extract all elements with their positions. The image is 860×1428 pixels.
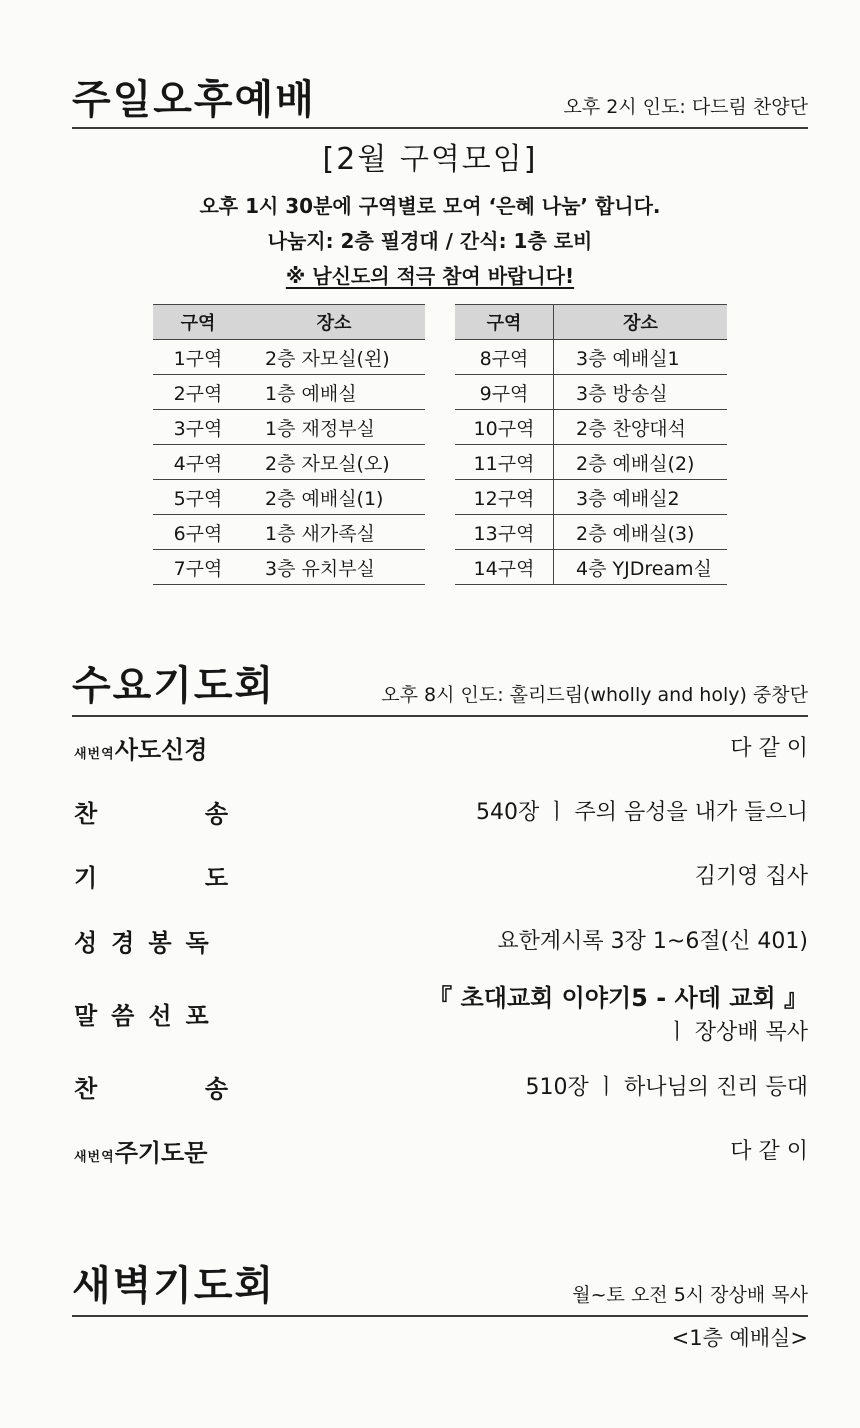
dawn-location: <1층 예배실>: [671, 1326, 808, 1350]
sunday-divider: [72, 127, 808, 129]
table-row: [153, 410, 425, 445]
order-hymn1-value: 540장 ㅣ 주의 음성을 내가 들으니: [476, 800, 808, 825]
zone-cell: 13구역: [455, 515, 554, 550]
table-row: [455, 515, 727, 550]
place-cell: 2층 예배실(3): [554, 515, 728, 550]
lords-prayer-label: 주기도문: [114, 1139, 208, 1167]
table-row: [153, 480, 425, 515]
place-cell: 3층 방송실: [554, 375, 728, 410]
table-row: [455, 340, 727, 375]
header-place: 장소: [554, 305, 728, 340]
table-row: [153, 550, 425, 585]
order-creed-value: 다 같 이: [730, 736, 808, 761]
zone-cell: 5구역: [153, 480, 243, 515]
table-row: [455, 445, 727, 480]
place-cell: 2층 예배실(1): [243, 480, 425, 515]
place-cell: 2층 찬양대석: [554, 410, 728, 445]
notice-line-1: 오후 1시 30분에 구역별로 모여 ‘은혜 나눔’ 합니다.: [199, 194, 661, 218]
place-cell: 4층 YJDream실: [554, 550, 728, 585]
zone-cell: 10구역: [455, 410, 554, 445]
dawn-section-subtitle: 월~토 오전 5시 장상배 목사: [572, 1284, 808, 1306]
place-cell: 2층 예배실(2): [554, 445, 728, 480]
place-cell: 3층 예배실2: [554, 480, 728, 515]
header-zone: 구역: [455, 305, 554, 340]
notice-heading: [2월 구역모임]: [322, 142, 538, 177]
hymn-label-a: 찬: [74, 800, 98, 828]
table-row: [153, 375, 425, 410]
creed-label: 사도신경: [114, 736, 208, 764]
zone-table-left: [153, 304, 425, 585]
place-cell: 1층 재정부실: [243, 410, 425, 445]
place-cell: 1층 새가족실: [243, 515, 425, 550]
notice-line-3: ※ 남신도의 적극 참여 바랍니다!: [285, 264, 575, 288]
prayer-label-b: 도: [204, 864, 228, 892]
order-reading-label: 성경봉독: [74, 929, 223, 957]
prayer-label-a: 기: [74, 864, 98, 892]
table-row: [153, 340, 425, 375]
zone-cell: 6구역: [153, 515, 243, 550]
order-reading-value: 요한계시록 3장 1~6절(신 401): [497, 929, 808, 954]
sunday-section-title: 주일오후예배: [72, 77, 316, 123]
wednesday-section-subtitle: 오후 8시 인도: 홀리드림(wholly and holy) 중창단: [381, 684, 808, 706]
zone-table-header: [153, 305, 425, 340]
order-hymn2-value: 510장 ㅣ 하나님의 진리 등대: [525, 1075, 808, 1100]
sermon-preacher: ㅣ 장상배 목사: [666, 1020, 808, 1045]
order-lords-prayer-value: 다 같 이: [730, 1139, 808, 1164]
notice-line-2: 나눔지: 2층 필경대 / 간식: 1층 로비: [267, 229, 593, 253]
sunday-section-subtitle: 오후 2시 인도: 다드림 찬양단: [563, 96, 808, 118]
order-lords-prayer-label: [74, 1141, 207, 1165]
place-cell: 3층 예배실1: [554, 340, 728, 375]
hymn-label-a: 찬: [74, 1075, 98, 1103]
order-prayer-value: 김기영 집사: [694, 864, 808, 889]
translation-prefix: 새번역: [74, 1150, 115, 1165]
dawn-section-title: 새벽기도회: [72, 1263, 276, 1309]
table-row: [455, 480, 727, 515]
header-place: 장소: [243, 305, 425, 340]
place-cell: 3층 유치부실: [243, 550, 425, 585]
zone-cell: 2구역: [153, 375, 243, 410]
dawn-divider: [72, 1315, 808, 1317]
zone-cell: 11구역: [455, 445, 554, 480]
zone-table-right: [455, 304, 727, 585]
table-row: [153, 445, 425, 480]
order-sermon-label: 말씀선포: [74, 1002, 223, 1030]
wednesday-divider: [72, 715, 808, 717]
place-cell: 1층 예배실: [243, 375, 425, 410]
table-row: [455, 375, 727, 410]
sermon-title: 『 초대교회 이야기5 - 사데 교회 』: [428, 984, 808, 1012]
table-row: [153, 515, 425, 550]
translation-prefix: 새번역: [74, 747, 115, 762]
zone-cell: 4구역: [153, 445, 243, 480]
place-cell: 2층 자모실(오): [243, 445, 425, 480]
zone-cell: 8구역: [455, 340, 554, 375]
order-creed-label: [74, 738, 207, 762]
hymn-label-b: 송: [204, 1075, 228, 1103]
table-row: [455, 550, 727, 585]
zone-cell: 1구역: [153, 340, 243, 375]
hymn-label-b: 송: [204, 800, 228, 828]
zone-cell: 9구역: [455, 375, 554, 410]
wednesday-section-title: 수요기도회: [72, 663, 276, 709]
place-cell: 2층 자모실(왼): [243, 340, 425, 375]
zone-table-header: [455, 305, 727, 340]
zone-cell: 3구역: [153, 410, 243, 445]
header-zone: 구역: [153, 305, 243, 340]
zone-cell: 12구역: [455, 480, 554, 515]
table-row: [455, 410, 727, 445]
zone-cell: 14구역: [455, 550, 554, 585]
zone-cell: 7구역: [153, 550, 243, 585]
